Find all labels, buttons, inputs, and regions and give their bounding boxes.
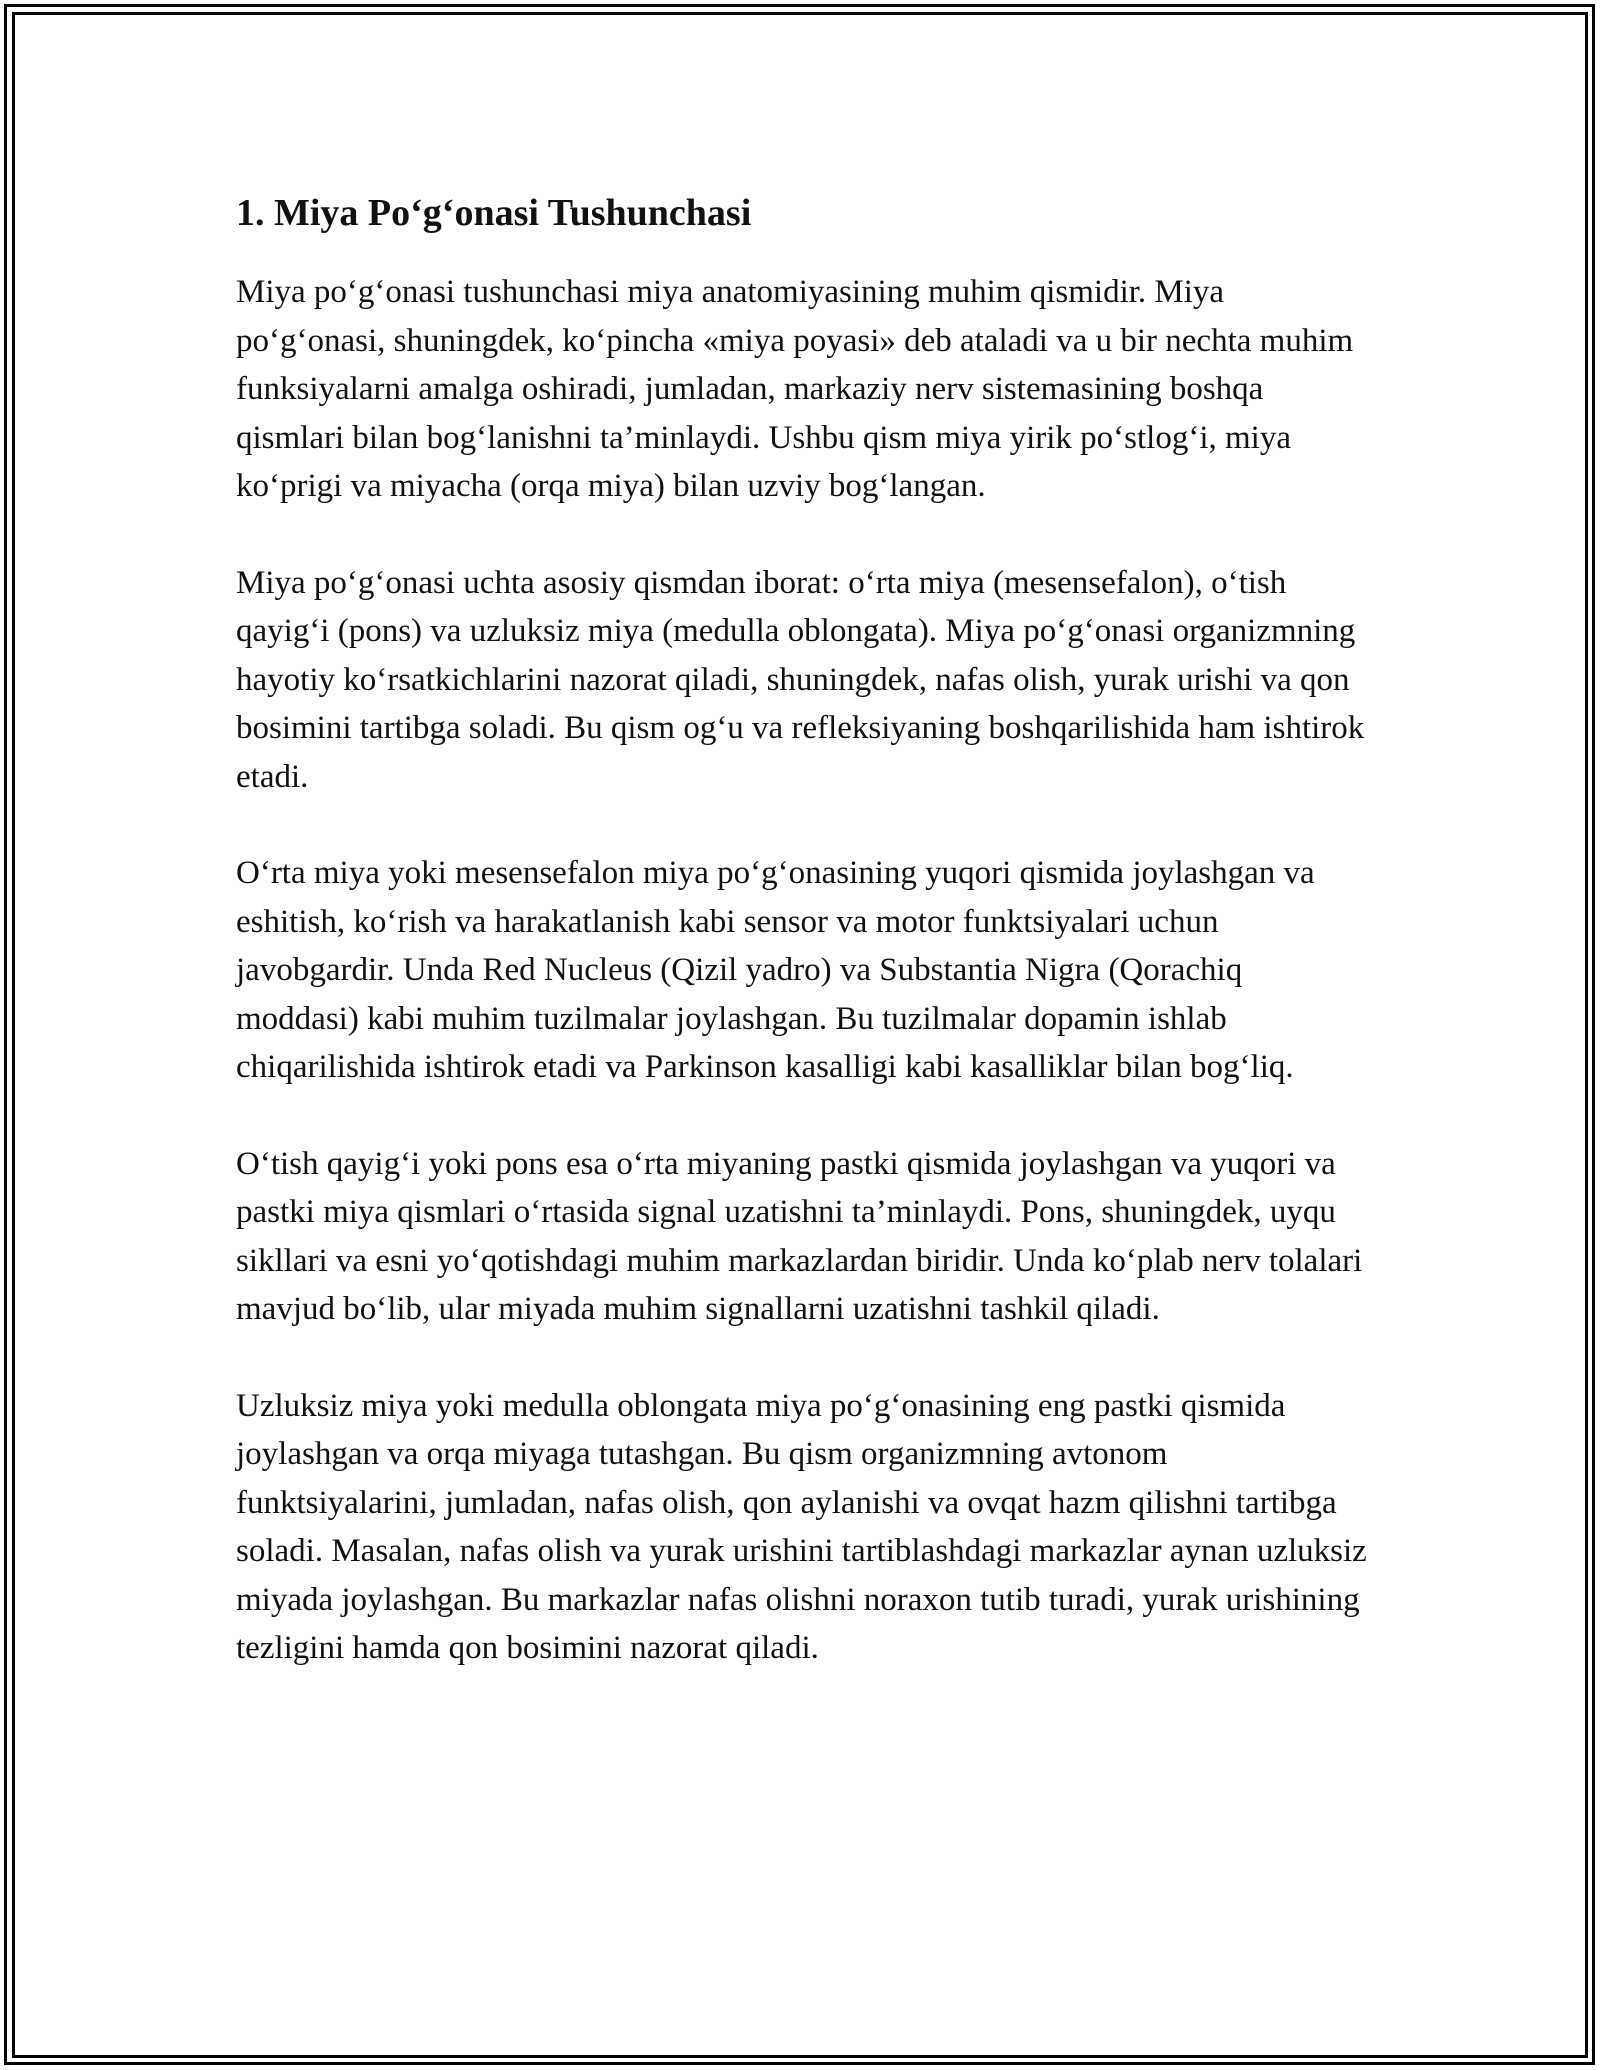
section-title: 1. Miya Po‘g‘onasi Tushunchasi: [236, 192, 752, 234]
paragraph-2: Miya po‘g‘onasi uchta asosiy qismdan iborat: o‘rta miya (mesensefalon), o‘tish qayig‘i (pons) va uzluksiz miya (medulla oblongata). Miya po‘g‘onasi organizmning hayotiy ko‘rsatkichlarini nazorat qiladi, shuningdek, nafas olish, yurak urishi va qon bosimini tartibga soladi. Bu qism og‘u va refleksiyaning boshqarilishida ham ishtirok etadi.: [236, 564, 1365, 795]
paragraph-5: Uzluksiz miya yoki medulla oblongata miya po‘g‘onasining eng pastki qismida joylashgan va orqa miyaga tutashgan. Bu qism organizmning avtonom funktsiyalarini, jumladan, nafas olish, qon aylanishi va ovqat hazm qilishni tartibga soladi. Masalan, nafas olish va yurak urishini tartiblashdagi markazlar aynan uzluksiz miyada joylashgan. Bu markazlar nafas olishni noraxon tutib turadi, yurak urishining tezligini hamda qon bosimini nazorat qiladi.: [236, 1387, 1367, 1666]
paragraph-4: O‘tish qayig‘i yoki pons esa o‘rta miyaning pastki qismida joylashgan va yuqori va pastki miya qismlari o‘rtasida signal uzatishni ta’minlaydi. Pons, shuningdek, uyqu sikllari va esni yo‘qotishdagi muhim markazlardan biridir. Unda ko‘plab nerv tolalari mavjud bo‘lib, ular miyada muhim signallarni uzatishni tashkil qiladi.: [236, 1145, 1363, 1327]
paragraph-1: Miya po‘g‘onasi tushunchasi miya anatomiyasining muhim qismidir. Miya po‘g‘onasi, shuningdek, ko‘pincha «miya poyasi» deb ataladi va u bir nechta muhim funksiyalarni amalga oshiradi, jumladan, markaziy nerv sistemasining boshqa qismlari bilan bog‘lanishni ta’minlaydi. Ushbu qism miya yirik po‘stlog‘i, miya ko‘prigi va miyacha (orqa miya) bilan uzviy bog‘langan.: [236, 274, 1354, 504]
paragraph-3: O‘rta miya yoki mesensefalon miya po‘g‘onasining yuqori qismida joylashgan va eshitish, ko‘rish va harakatlanish kabi sensor va motor funktsiyalari uchun javobgardir. Unda Red Nucleus (Qizil yadro) va Substantia Nigra (Qorachiq moddasi) kabi muhim tuzilmalar joylashgan. Bu tuzilmalar dopamin ishlab chiqarilishida ishtirok etadi va Parkinson kasalligi kabi kasalliklar bilan bog‘liq.: [236, 855, 1315, 1085]
document-body: [236, 188, 1370, 1721]
